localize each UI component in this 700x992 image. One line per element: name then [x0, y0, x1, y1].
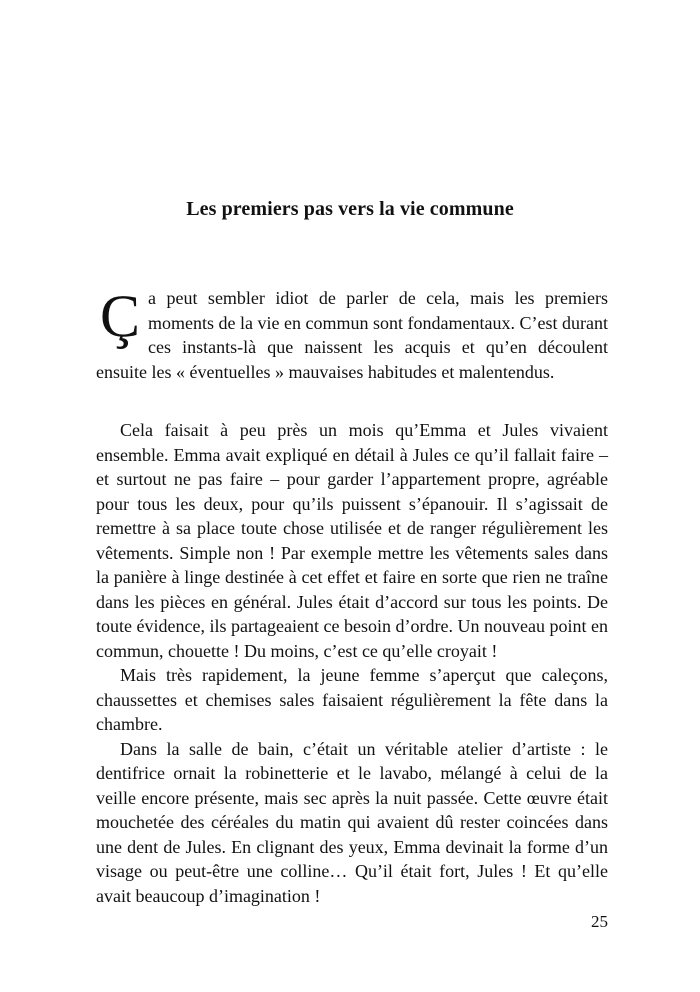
drop-cap-letter: Ç: [100, 283, 141, 349]
opening-paragraph: [96, 283, 608, 384]
paragraph-3: Dans la salle de bain, c’était un véritable atelier d’artiste : le dentifrice ornait la robinetterie et le lavabo, mélangé à celui de la veille encore présente, mais sec après la nuit passée. Cette œuvre était mouchetée des céréales du matin qui avaient dû rester coincées dans une dent de Jules. En clignant des yeux, Emma devinait la forme d’un visage ou peut-être une colline… Qu’il était fort, Jules ! Et qu’elle avait beaucoup d’imagination !: [96, 738, 608, 906]
main-text-block: [96, 418, 608, 908]
paragraph-1: Cela faisait à peu près un mois qu’Emma et Jules vivaient ensemble. Emma avait expliqué en détail à Jules ce qu’il fallait faire – et surtout ne pas faire – pour garder l’appartement propre, agréable pour tous les deux, pour qu’ils puissent s’épanouir. Il s’agissait de remettre à sa place toute chose utilisée et de ranger régulièrement les vêtements. Simple non ! Par exemple mettre les vêtements sales dans la panière à linge destinée à cet effet et faire en sorte que rien ne traîne dans les pièces en général. Jules était d’accord sur tous les points. De toute évidence, ils partageaient ce besoin d’ordre. Un nouveau point en commun, chouette ! Du moins, c’est ce qu’elle croyait !: [96, 420, 608, 661]
chapter-title: Les premiers pas vers la vie commune: [186, 198, 514, 220]
page-number: 25: [591, 912, 608, 931]
opening-paragraph-text: a peut sembler idiot de parler de cela, mais les premiers moments de la vie en commun sont fondamentaux. C’est durant ces instants-là que naissent les acquis et qu’en découlent ensuite les « éventuelles » mauvaises habitudes et malentendus.: [96, 288, 608, 382]
paragraph-2: Mais très rapidement, la jeune femme s’aperçut que caleçons, chaussettes et chemises sales faisaient régulièrement la fête dans la chambre.: [96, 665, 608, 734]
opening-paragraph-block: [96, 283, 608, 384]
